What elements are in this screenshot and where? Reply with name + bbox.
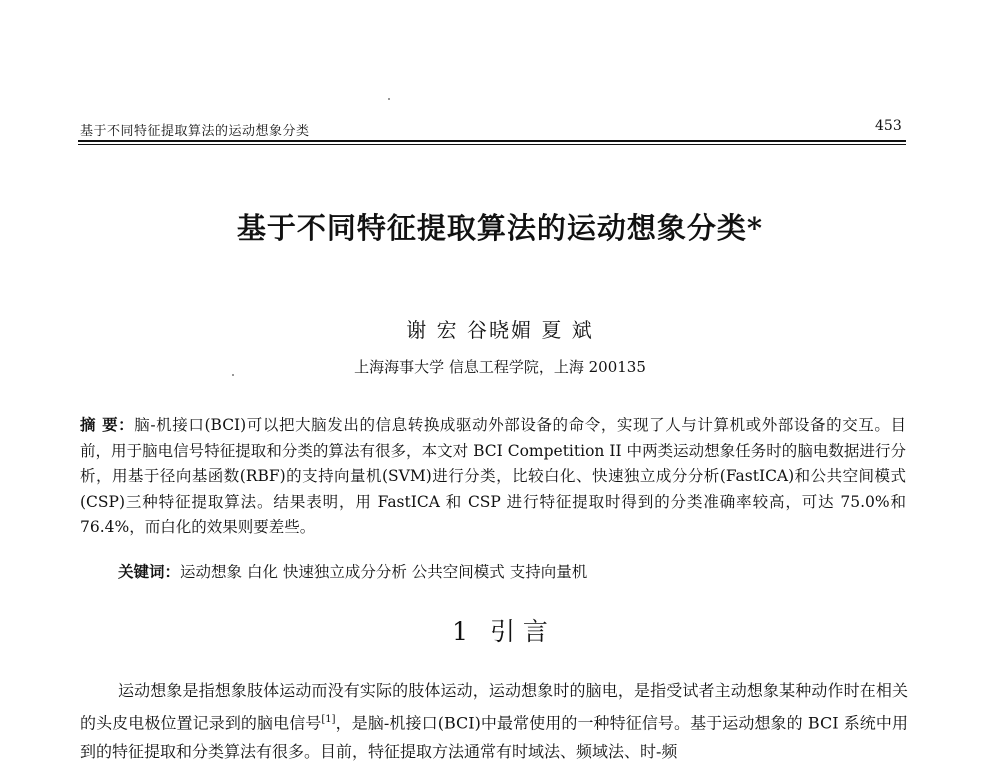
body-paragraph [80,676,908,766]
affiliation: 上海海事大学 信息工程学院，上海 200135 [354,358,646,376]
abstract-text: 脑-机接口(BCI)可以把大脑发出的信息转换成驱动外部设备的命令，实现了人与计算机或外部设备的交互。目前，用于脑电信号特征提取和分类的算法有很多，本文对 BCI Competition II 中两类运动想象任务时的脑电数据进行分析，用基于径向基函数(RBF)的支持向量机(SVM)进行分类，比较白化、快速独立成分分析(FastICA)和公共空间模式(CSP)三种特征提取算法。结果表明，用 FastICA 和 CSP 进行特征提取时得到的分类准确率较高，可达 75.0%和 76.4%，而白化的效果则要差些。 [80,416,906,536]
body-text-part1: 运动想象是指想象肢体运动而没有实际的肢体运动，运动想象时的脑电，是指受试者主动想象某种动作时在相关的头皮电极位置记录到的脑电信号 [80,681,908,733]
page-number: 453 [875,118,902,134]
section-title: 引 言 [489,617,548,646]
section-number: 1 [452,617,468,646]
abstract-label: 摘 要： [80,415,135,434]
scan-speck [388,98,390,100]
section-heading [0,612,1000,648]
abstract-block [80,412,906,541]
header-rule-thick [78,140,906,142]
keywords-text: 运动想象 白化 快速独立成分分析 公共空间模式 支持向量机 [180,563,588,581]
running-header-title: 基于不同特征提取算法的运动想象分类 [80,124,310,139]
keywords-label: 关键词： [118,562,181,581]
body-text-part2: ，是脑-机接口(BCI)中最常使用的一种特征信号。基于运动想象的 BCI 系统中用到的特征提取和分类算法有很多。目前，特征提取方法通常有时域法、频域法、时-频 [80,713,908,762]
header-rule-thin [78,144,906,145]
author-list: 谢 宏 谷晓媚 夏 斌 [406,318,594,342]
keywords-block [118,560,898,582]
citation-marker: [1] [321,714,336,725]
paper-title: 基于不同特征提取算法的运动想象分类* [236,211,764,245]
